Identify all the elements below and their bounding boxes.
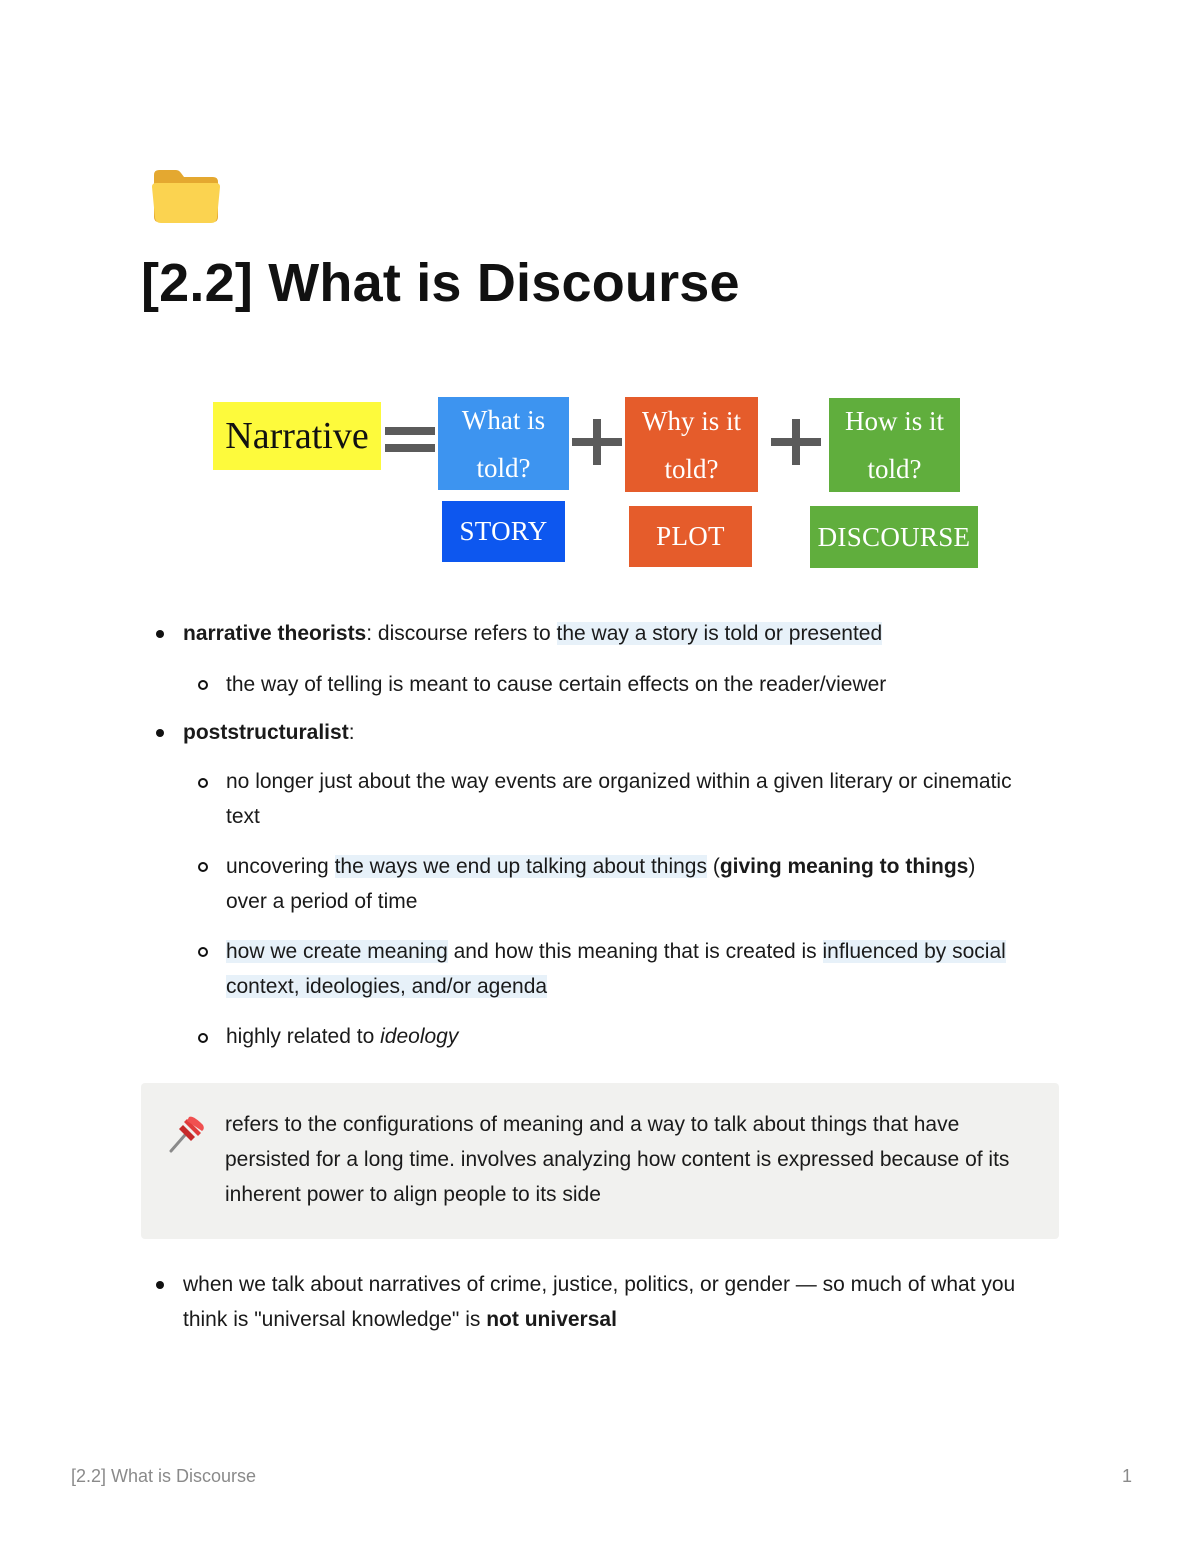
page-number: 1 [1121,1466,1132,1486]
sub-item-way-of-telling: the way of telling is meant to cause certain effects on the reader/viewer [226,673,887,696]
sub-item-no-longer: no longer just about the way events are organized within a given literary or cinematic text [226,770,1012,828]
bold-text: not universal [486,1308,617,1331]
bullet-ring [198,778,208,788]
plot-label: PLOT [629,506,752,567]
term-poststructuralist: poststructuralist [183,721,349,744]
highlight: influenced by social context, ideologies, and/or agenda [226,940,1006,998]
term-narrative-theorists: narrative theorists [183,622,367,645]
bullet-dot [156,729,164,737]
plus-icon [771,419,821,472]
text: uncovering [226,855,335,878]
bullet-ring [198,1033,208,1043]
bullet-ring [198,947,208,957]
list-item-narrative-theorists [183,616,1043,651]
page-title: [2.2] What is Discourse [141,253,740,313]
what-is-told-box: What is told? [438,397,569,490]
bullet-ring [198,862,208,872]
how-is-it-told-box: How is it told? [829,398,960,492]
colon: : [366,622,373,645]
story-label: STORY [442,501,565,562]
sub-item-create-meaning [226,934,1046,1004]
callout-box [141,1083,1059,1239]
sub-item-ideology [226,1019,1046,1054]
discourse-label: DISCOURSE [810,506,978,568]
footer-title: [2.2] What is Discourse [71,1466,257,1486]
text: and how this meaning that is created is [447,940,823,963]
highlight: the way a story is told or presented [556,622,883,645]
highlight: the ways we end up talking about things [334,855,707,878]
list-item-poststructuralist [183,715,1043,750]
bold-text: giving meaning to things [719,855,969,878]
narrative-box: Narrative [213,402,381,470]
plus-icon [572,419,622,472]
folder-icon [150,165,222,232]
highlight: how we create meaning [226,940,448,963]
bullet-ring [198,680,208,690]
list-item-narratives-of-crime [183,1267,1033,1337]
text: discourse refers to [372,622,557,645]
text: ) over a period of time [226,855,976,913]
sub-item-uncovering [226,849,1006,919]
why-is-it-told-box: Why is it told? [625,397,758,492]
pushpin-icon [165,1113,207,1160]
bullet-dot [156,630,164,638]
text: when we talk about narratives of crime, justice, politics, or gender — so much of what you think is "universal knowledge" is [183,1273,1016,1331]
colon: : [348,721,355,744]
equals-icon [385,425,437,460]
callout-text: refers to the configurations of meaning and a way to talk about things that have persisted for a long time. involves analyzing how content is expressed because of its inherent power to align people to its side [225,1113,1010,1206]
italic-text: ideology [380,1025,459,1048]
text: ( [707,855,720,878]
text: highly related to [226,1025,381,1048]
bullet-dot [156,1281,164,1289]
